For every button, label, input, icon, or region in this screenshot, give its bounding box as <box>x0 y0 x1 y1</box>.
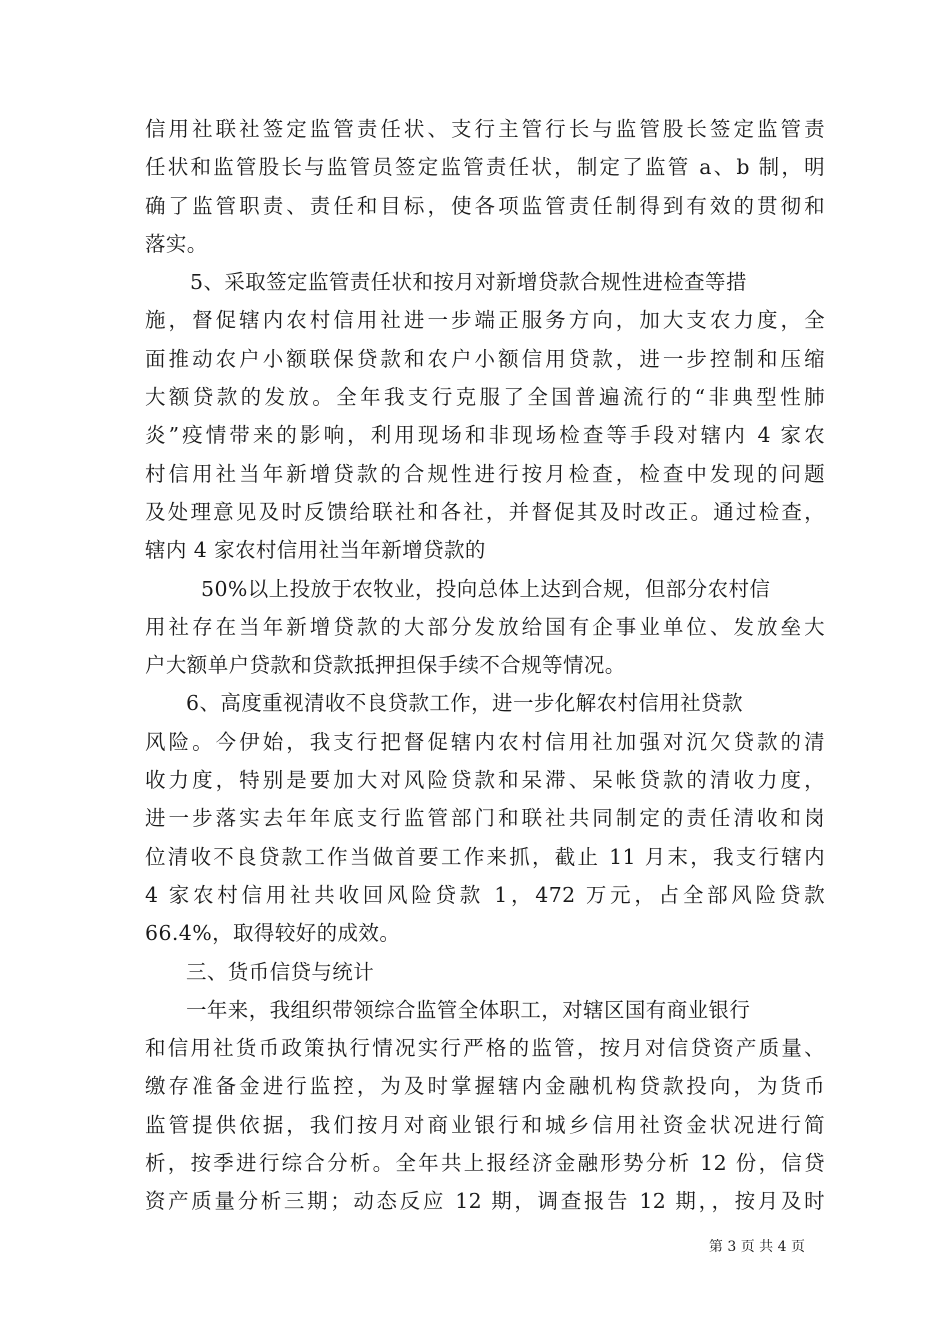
text-line: 任状和监管股长与监管员签定监管责任状，制定了监管 a、b 制，明 <box>145 155 825 180</box>
text-line: 和信用社货币政策执行情况实行严格的监管，按月对信贷资产质量、 <box>145 1036 825 1061</box>
text-line: 风险。今伊始，我支行把督促辖内农村信用社加强对沉欠贷款的清 <box>145 729 825 754</box>
text-line: 位清收不良贷款工作当做首要工作来抓，截止 11 月末，我支行辖内 <box>145 844 825 869</box>
paragraph-start-line: 6、高度重视清收不良贷款工作，进一步化解农村信用社贷款 <box>186 691 743 716</box>
text-line: 确了监管职责、责任和目标，使各项监管责任制得到有效的贯彻和 <box>145 193 825 218</box>
section-heading: 三、货币信贷与统计 <box>186 959 375 984</box>
text-line: 辖内 4 家农村信用社当年新增贷款的 <box>145 538 486 563</box>
paragraph-start-line: 5、采取签定监管责任状和按月对新增贷款合规性进检查等措 <box>190 270 747 295</box>
text-line: 户大额单户贷款和贷款抵押担保手续不合规等情况。 <box>145 653 626 678</box>
paragraph-start-line: 50%以上投放于农牧业，投向总体上达到合规，但部分农村信 <box>201 576 771 601</box>
text-line: 4 家农村信用社共收回风险贷款 1，472 万元，占全部风险贷款 <box>145 882 825 907</box>
text-line: 落实。 <box>145 231 208 256</box>
text-line: 面推动农户小额联保贷款和农户小额信用贷款，进一步控制和压缩 <box>145 346 825 371</box>
text-line: 信用社联社签定监管责任状、支行主管行长与监管股长签定监管责 <box>145 117 825 141</box>
page-footer <box>0 1234 950 1260</box>
text-line: 及处理意见及时反馈给联社和各社，并督促其及时改正。通过检查， <box>145 499 825 524</box>
text-line: 用社存在当年新增贷款的大部分发放给国有企事业单位、发放垒大 <box>145 614 825 639</box>
text-line: 大额贷款的发放。全年我支行克服了全国普遍流行的“非典型性肺 <box>145 385 825 410</box>
text-line: 收力度，特别是要加大对风险贷款和呆滞、呆帐贷款的清收力度， <box>145 768 825 793</box>
page-number: 第 3 页 共 4 页 <box>708 1239 805 1255</box>
text-line: 缴存准备金进行监控，为及时掌握辖内金融机构贷款投向，为货币 <box>145 1074 825 1099</box>
text-line: 进一步落实去年年底支行监管部门和联社共同制定的责任清收和岗 <box>145 806 825 831</box>
text-line: 资产质量分析三期；动态反应 12 期，调查报告 12 期，，按月及时 <box>145 1189 825 1214</box>
text-line: 村信用社当年新增贷款的合规性进行按月检查，检查中发现的问题 <box>145 461 825 486</box>
paragraph-start-line: 一年来，我组织带领综合监管全体职工，对辖区国有商业银行 <box>186 997 751 1022</box>
body-text <box>145 110 825 1221</box>
text-line: 施，督促辖内农村信用社进一步端正服务方向，加大支农力度，全 <box>145 308 825 333</box>
text-line: 炎”疫情带来的影响，利用现场和非现场检查等手段对辖内 4 家农 <box>145 423 825 448</box>
text-line: 66.4%，取得较好的成效。 <box>145 921 401 946</box>
text-line: 析，按季进行综合分析。全年共上报经济金融形势分析 12 份，信贷 <box>145 1151 825 1176</box>
text-line: 监管提供依据，我们按月对商业银行和城乡信用社资金状况进行简 <box>145 1112 825 1137</box>
